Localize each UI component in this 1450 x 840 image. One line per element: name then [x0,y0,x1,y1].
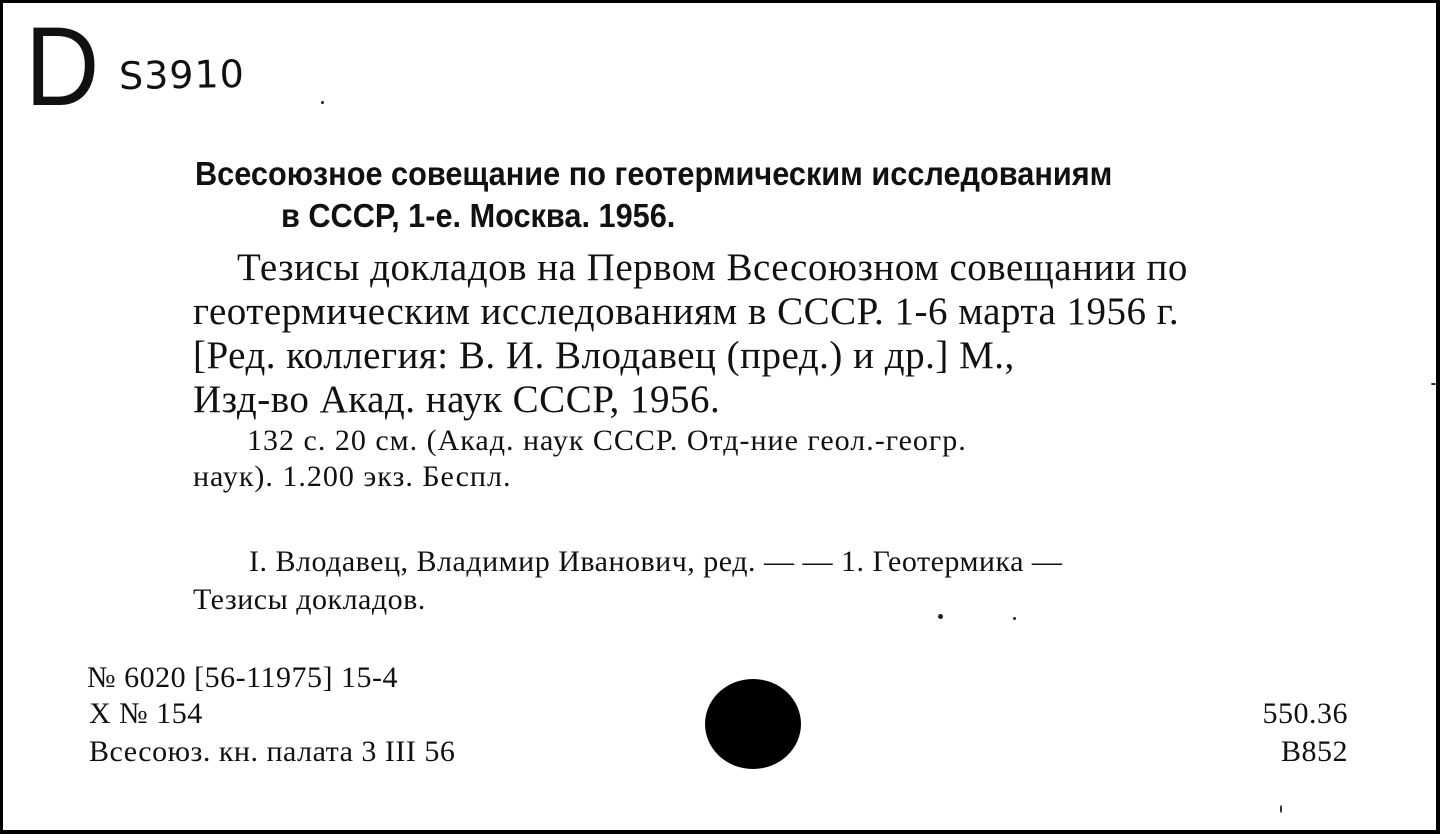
collation-line-1: 132 с. 20 см. (Акад. наук СССР. Отд-ние геол.-геогр. [247,424,967,457]
dust-speck [938,614,943,619]
registry-chamber-date: Всесоюз. кн. палата 3 III 56 [89,735,456,768]
collation-line-2: наук). 1.200 экз. Беспл. [193,460,512,493]
tracing-line-2: Тезисы докладов. [193,583,426,616]
dust-speck [1013,617,1016,620]
description-line-4: Изд-во Акад. наук СССР, 1956. [193,378,721,421]
description-line-3: [Ред. коллегия: В. И. Влодавец (пред.) и др.] М., [193,334,1015,377]
author-mark: B852 [1280,735,1348,768]
punch-hole [705,679,801,769]
heading-line-2: в СССР, 1-е. Москва. 1956. [281,197,676,234]
udc-classification: 550.36 [1262,697,1348,730]
dust-speck [321,101,324,104]
corner-letter: D [25,4,100,129]
registry-x-number: X № 154 [89,697,203,730]
dust-speck [1280,805,1282,813]
heading-line-1: Всесоюзное совещание по геотермическим исследованиям [195,155,1113,192]
dust-speck [1431,383,1436,385]
registry-number: № 6020 [56-11975] 15-4 [87,661,398,694]
handwritten-number: S3910 [118,51,246,99]
tracing-line-1: I. Влодавец, Владимир Иванович, ред. — — 1. Геотермика — [249,545,1063,578]
description-line-1: Тезисы докладов на Первом Всесоюзном совещании по [237,246,1188,289]
description-line-2: геотермическим исследованиям в СССР. 1-6 марта 1956 г. [193,290,1180,333]
